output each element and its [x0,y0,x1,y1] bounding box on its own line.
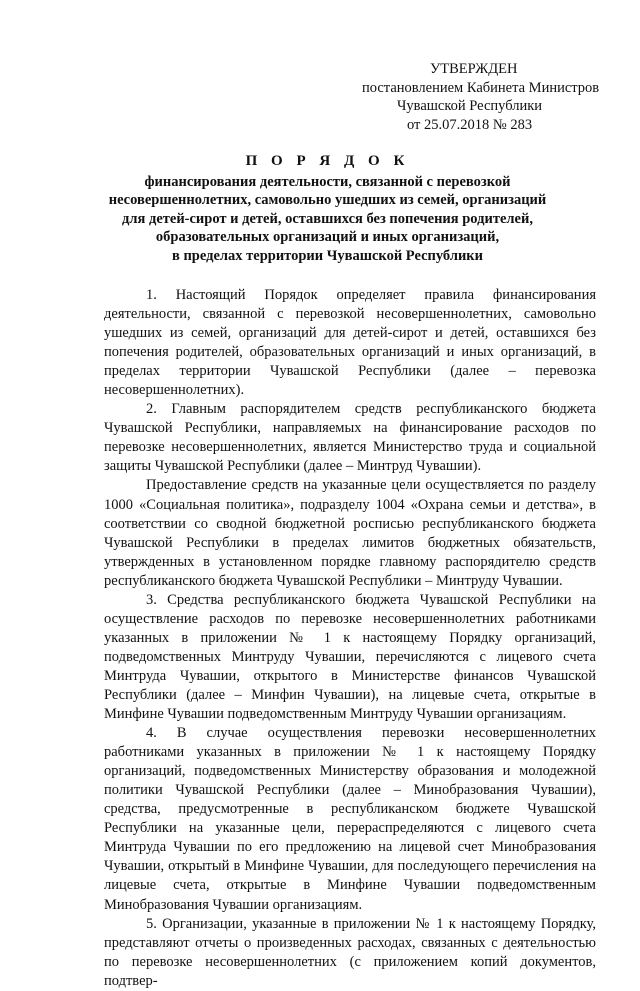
paragraph-4: 4. В случае осуществления перевозки несовершеннолетних работниками указанных в приложении № 1 к настоящему Порядку организаций, подведомственных Министерству образования и молодежной политики Чувашской Республики (далее – Минобразования Чувашии), средства, предусмотренные в республиканском бюджете Чувашской Республики на указанные цели, перераспределяются с лицевого счета Минтруда Чувашии по его предложению на лицевой счет Минобразования Чувашии, открытый в Минфине Чувашии, для последующего перечисления на лицевые счета, открытые в Минфине Чувашии подведомственным Минобразования Чувашии организациям. [104,725,596,913]
document-body [104,286,596,991]
paragraph-2-continued: Предоставление средств на указанные цели осуществляется по разделу 1000 «Социальная политика», подразделу 1004 «Охрана семьи и детства», в соответствии со сводной бюджетной росписью республиканского бюджета Чувашской Республики в пределах лимитов бюджетных обязательств, утвержденных в установленном порядке главному распорядителю средств республиканского бюджета Чувашской Республики – Минтруду Чувашии. [104,477,596,589]
paragraph-3: 3. Средства республиканского бюджета Чувашской Республики на осуществление расходов по перевозке несовершеннолетних работниками указанных в приложении № 1 к настоящему Порядку организаций, подведомственных Минтруду Чувашии, перечисляются с лицевого счета Минтруда Чувашии, открытого в Министерстве финансов Чувашской Республики (далее – Минфин Чувашии), на лицевые счета, открытые в Минфине Чувашии подведомственным Минтруду Чувашии организациям. [104,591,596,723]
approval-line-3: от 25.07.2018 № 283 [407,116,533,133]
approval-line-2: Чувашской Республики [397,98,543,114]
heading-subtitle-line: несовершеннолетних, самовольно ушедших из семей, организаций [108,192,547,209]
paragraph-2: 2. Главным распорядителем средств республиканского бюджета Чувашской Республики, направляемых на финансирование расходов по перевозке несовершеннолетних, является Министерство труда и социальной защиты Чувашской Республики (далее – Минтруд Чувашии). [104,401,596,475]
approval-title: УТВЕРЖДЕН [430,61,518,77]
paragraph-5: 5. Организации, указанные в приложении № 1 к настоящему Порядку, представляют отчеты о произведенных расходах, связанных с деятельностью по перевозке несовершеннолетних (с приложением копий документов, подтвер- [104,915,596,989]
heading-subtitle-line: финансирования деятельности, связанной с перевозкой [144,173,511,190]
heading-subtitle-line: для детей-сирот и детей, оставшихся без попечения родителей, [122,210,533,227]
heading-subtitle-line: в пределах территории Чувашской Республики [171,247,484,264]
approval-stamp [362,60,622,134]
heading-subtitle-line: образовательных организаций и иных организаций, [155,229,500,246]
paragraph-1: 1. Настоящий Порядок определяет правила финансирования деятельности, связанной с перевозкой несовершеннолетних, самовольно ушедших из семей, организаций для детей-сирот и детей, оставшихся без попечения родителей, образовательных организаций и иных организаций, в пределах территории Чувашской Республики (далее – перевозка несовершеннолетних). [104,287,596,399]
document-heading [100,152,555,266]
heading-title: П О Р Я Д О К [245,153,410,169]
approval-line-1: постановлением Кабинета Министров [362,79,600,96]
